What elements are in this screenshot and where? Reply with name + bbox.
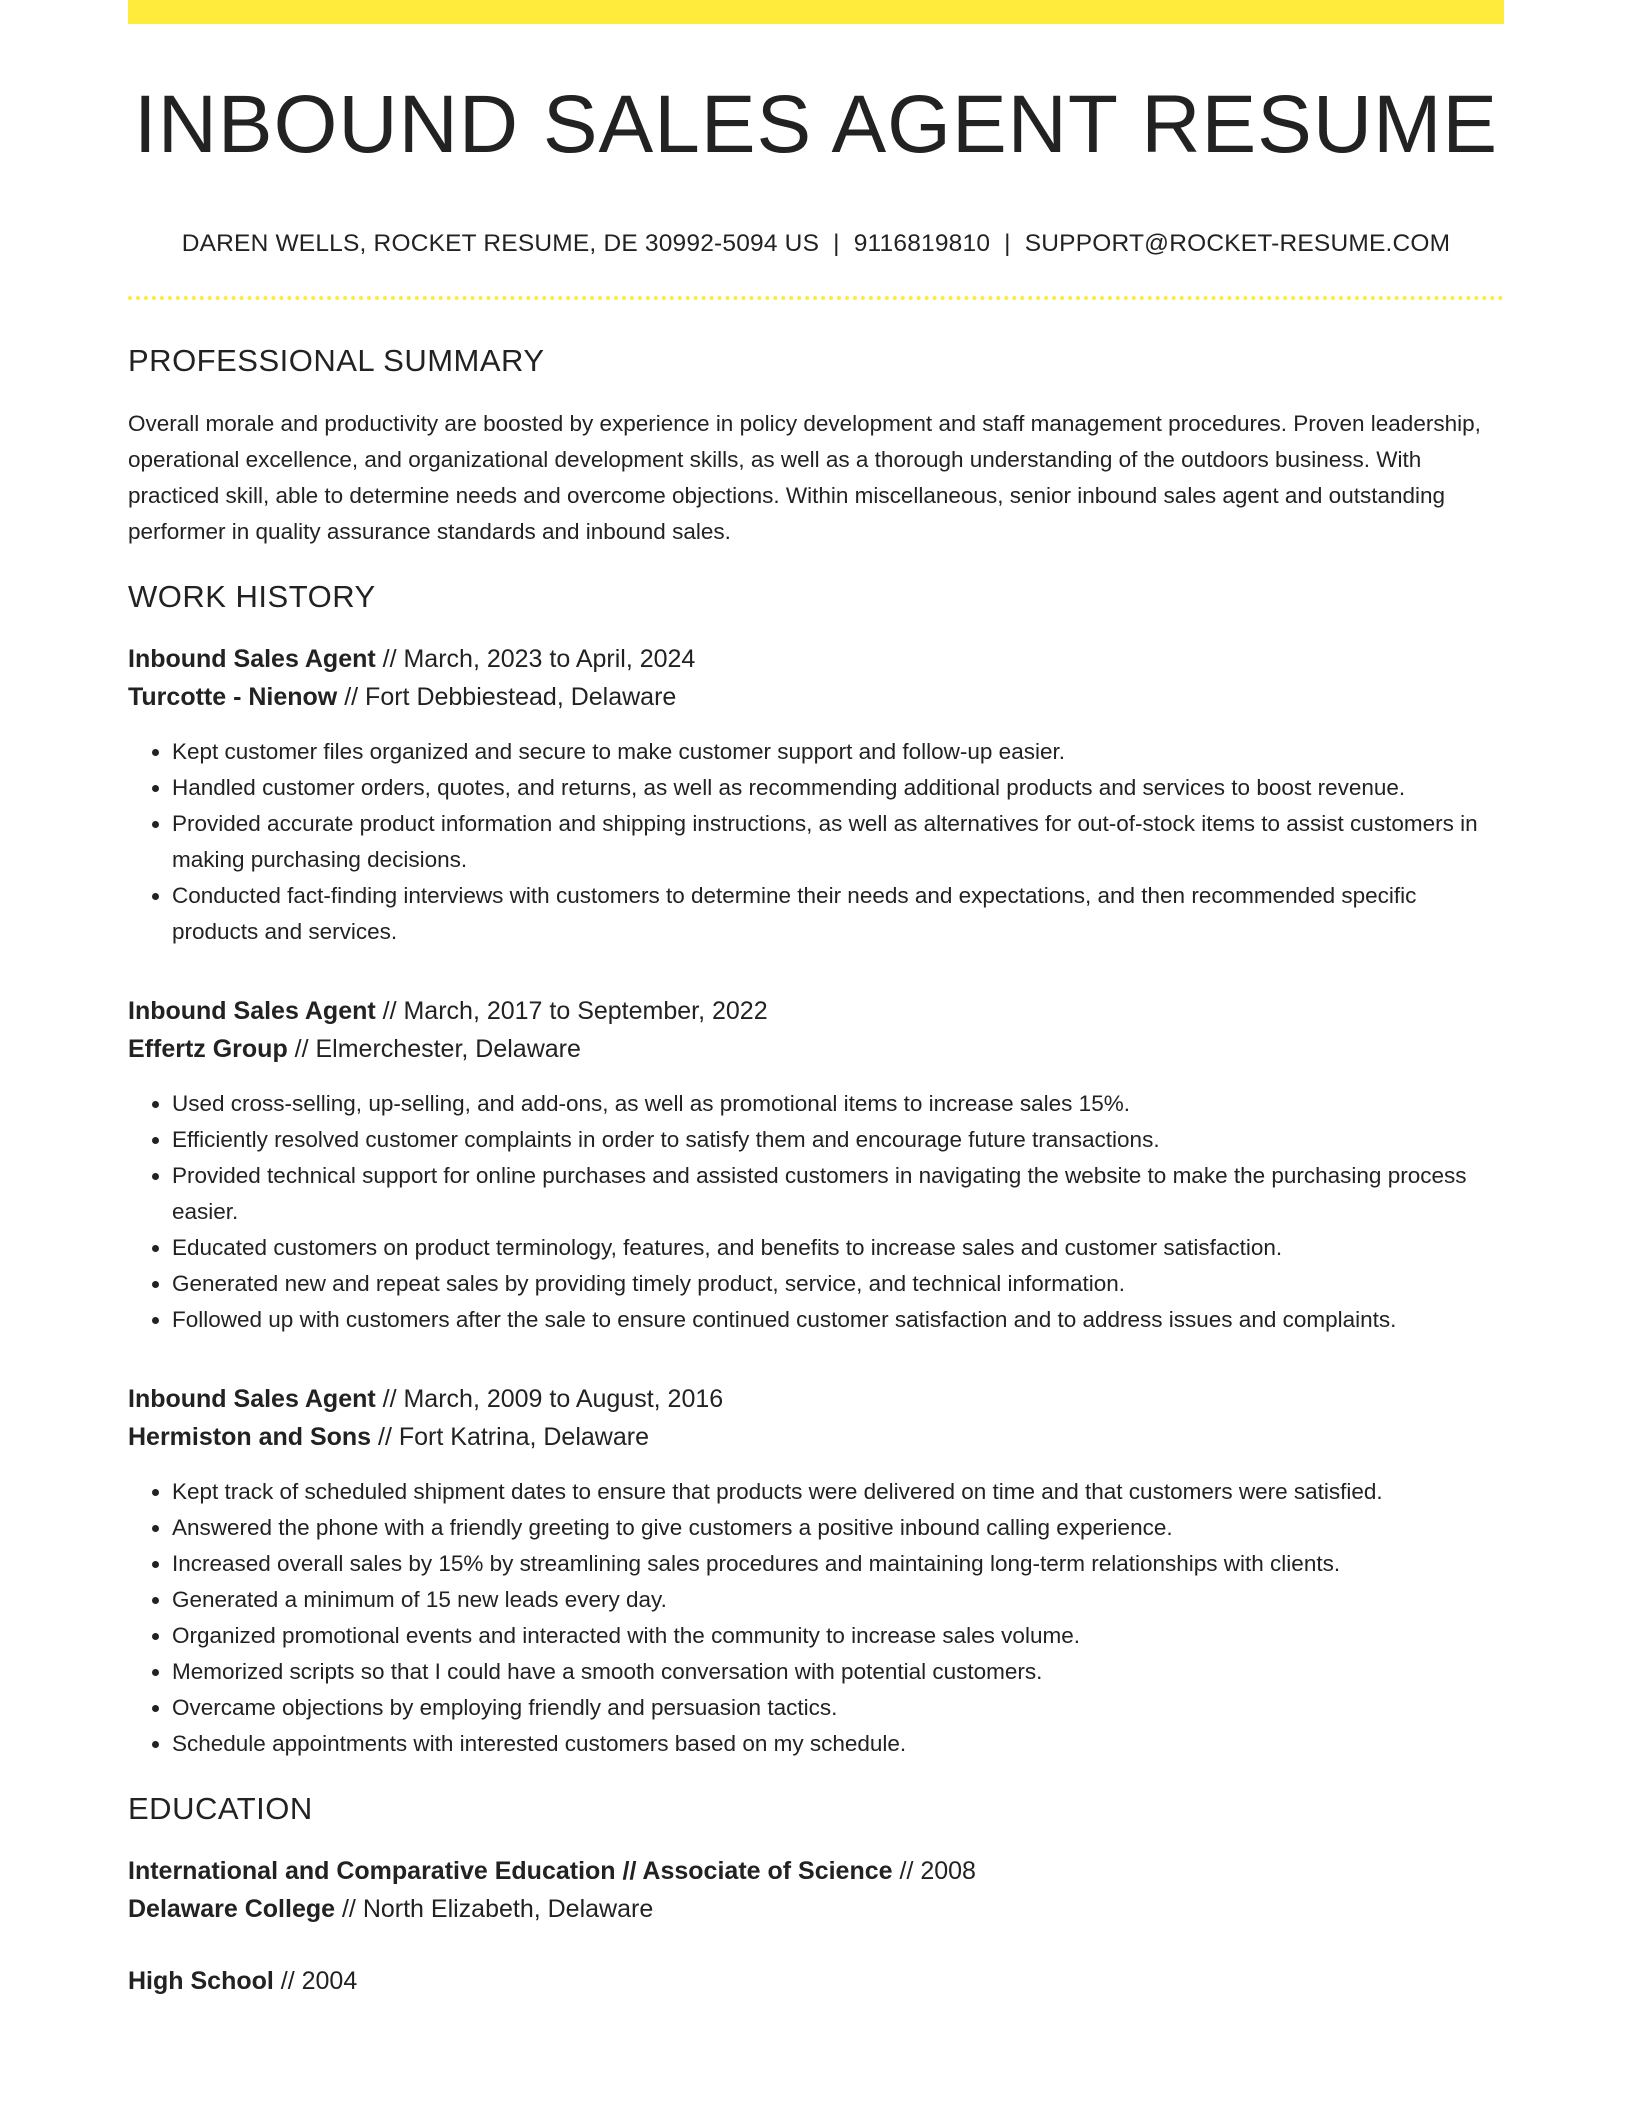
education-school: Delaware College [128, 1895, 336, 1924]
list-item: • Provided technical support for online purchases and assisted customers in navigating the website to make the purchasing process easier. [172, 1158, 1504, 1230]
job-dates: // March, 2017 to September, 2022 [375, 997, 768, 1026]
contact-phone: 9116819810 [853, 230, 991, 257]
job-company: Effertz Group [128, 1035, 288, 1064]
list-item: • Educated customers on product terminology, features, and benefits to increase sales and customer satisfaction. [172, 1230, 1504, 1266]
job-company: Turcotte - Nienow [128, 683, 338, 712]
job-entry [128, 640, 1504, 950]
job-title-line [128, 992, 1504, 1030]
list-item: • Provided accurate product information and shipping instructions, as well as alternatives for out-of-stock items to assist customers in making purchasing decisions. [172, 806, 1504, 878]
job-title-line [128, 640, 1504, 678]
job-bullets [128, 1474, 1504, 1762]
education-program: International and Comparative Education // Associate of Science [128, 1857, 893, 1886]
job-entry [128, 992, 1504, 1338]
resume-page [128, 0, 1504, 2000]
list-item: • Generated new and repeat sales by providing timely product, service, and technical information. [172, 1266, 1504, 1302]
list-item: • Used cross-selling, up-selling, and add-ons, as well as promotional items to increase sales 15%. [172, 1086, 1504, 1122]
top-accent-bar [128, 0, 1504, 24]
education-heading: EDUCATION [128, 1791, 313, 1827]
job-dates: // March, 2009 to August, 2016 [375, 1385, 724, 1414]
list-item: • Overcame objections by employing friendly and persuasion tactics. [172, 1690, 1504, 1726]
education-school-line [128, 1890, 1504, 1928]
job-company-line [128, 1418, 1504, 1456]
job-role: Inbound Sales Agent [128, 1385, 376, 1414]
contact-address: DAREN WELLS, ROCKET RESUME, DE 30992-5094 US [181, 230, 820, 257]
education-program-line [128, 1852, 1504, 1890]
job-entry [128, 1380, 1504, 1762]
job-role: Inbound Sales Agent [128, 997, 376, 1026]
contact-email: SUPPORT@ROCKET-RESUME.COM [1024, 230, 1451, 257]
education-entry [128, 1962, 1504, 2000]
job-role: Inbound Sales Agent [128, 645, 376, 674]
contact-separator: | [833, 230, 840, 257]
list-item: • Kept track of scheduled shipment dates to ensure that products were delivered on time and that customers were satisfied. [172, 1474, 1504, 1510]
list-item: • Handled customer orders, quotes, and returns, as well as recommending additional products and services to boost revenue. [172, 770, 1504, 806]
education-year: // 2004 [273, 1967, 358, 1996]
list-item: • Organized promotional events and interacted with the community to increase sales volume. [172, 1618, 1504, 1654]
job-company-line [128, 678, 1504, 716]
education-section [128, 1792, 1504, 2000]
list-item: • Memorized scripts so that I could have a smooth conversation with potential customers. [172, 1654, 1504, 1690]
page-title: INBOUND SALES AGENT RESUME [133, 79, 1499, 170]
job-title-line [128, 1380, 1504, 1418]
job-company: Hermiston and Sons [128, 1423, 372, 1452]
job-company-line [128, 1030, 1504, 1068]
dotted-divider [128, 296, 1504, 300]
job-bullets [128, 734, 1504, 950]
education-program: High School [128, 1967, 274, 1996]
list-item: • Kept customer files organized and secure to make customer support and follow-up easier. [172, 734, 1504, 770]
job-location: // Elmerchester, Delaware [287, 1035, 581, 1064]
education-location: // North Elizabeth, Delaware [335, 1895, 654, 1924]
work-history-section [128, 580, 1504, 1762]
summary-heading: PROFESSIONAL SUMMARY [128, 343, 545, 378]
summary-section [128, 344, 1504, 550]
list-item: • Generated a minimum of 15 new leads every day. [172, 1582, 1504, 1618]
work-history-heading: WORK HISTORY [128, 579, 376, 615]
contact-separator: | [1004, 230, 1011, 257]
education-year: // 2008 [892, 1857, 976, 1886]
list-item: • Efficiently resolved customer complaints in order to satisfy them and encourage future transactions. [172, 1122, 1504, 1158]
education-program-line [128, 1962, 1504, 2000]
list-item: • Followed up with customers after the sale to ensure continued customer satisfaction and to address issues and complaints. [172, 1302, 1504, 1338]
contact-line [128, 230, 1504, 258]
job-location: // Fort Katrina, Delaware [371, 1423, 649, 1452]
list-item: • Answered the phone with a friendly greeting to give customers a positive inbound calling experience. [172, 1510, 1504, 1546]
list-item: • Schedule appointments with interested customers based on my schedule. [172, 1726, 1504, 1762]
education-entry [128, 1852, 1504, 1928]
list-item: • Increased overall sales by 15% by streamlining sales procedures and maintaining long-term relationships with clients. [172, 1546, 1504, 1582]
job-location: // Fort Debbiestead, Delaware [337, 683, 677, 712]
job-bullets [128, 1086, 1504, 1338]
summary-text: Overall morale and productivity are boosted by experience in policy development and staff management procedures. Proven leadership, operational excellence, and organizational development skills, as well as a thorough understanding of the outdoors business. With practiced skill, able to determine needs and overcome objections. Within miscellaneous, senior inbound sales agent and outstanding performer in quality assurance standards and inbound sales. [128, 411, 1481, 545]
job-dates: // March, 2023 to April, 2024 [375, 645, 696, 674]
list-item: • Conducted fact-finding interviews with customers to determine their needs and expectations, and then recommended specific products and services. [172, 878, 1504, 950]
